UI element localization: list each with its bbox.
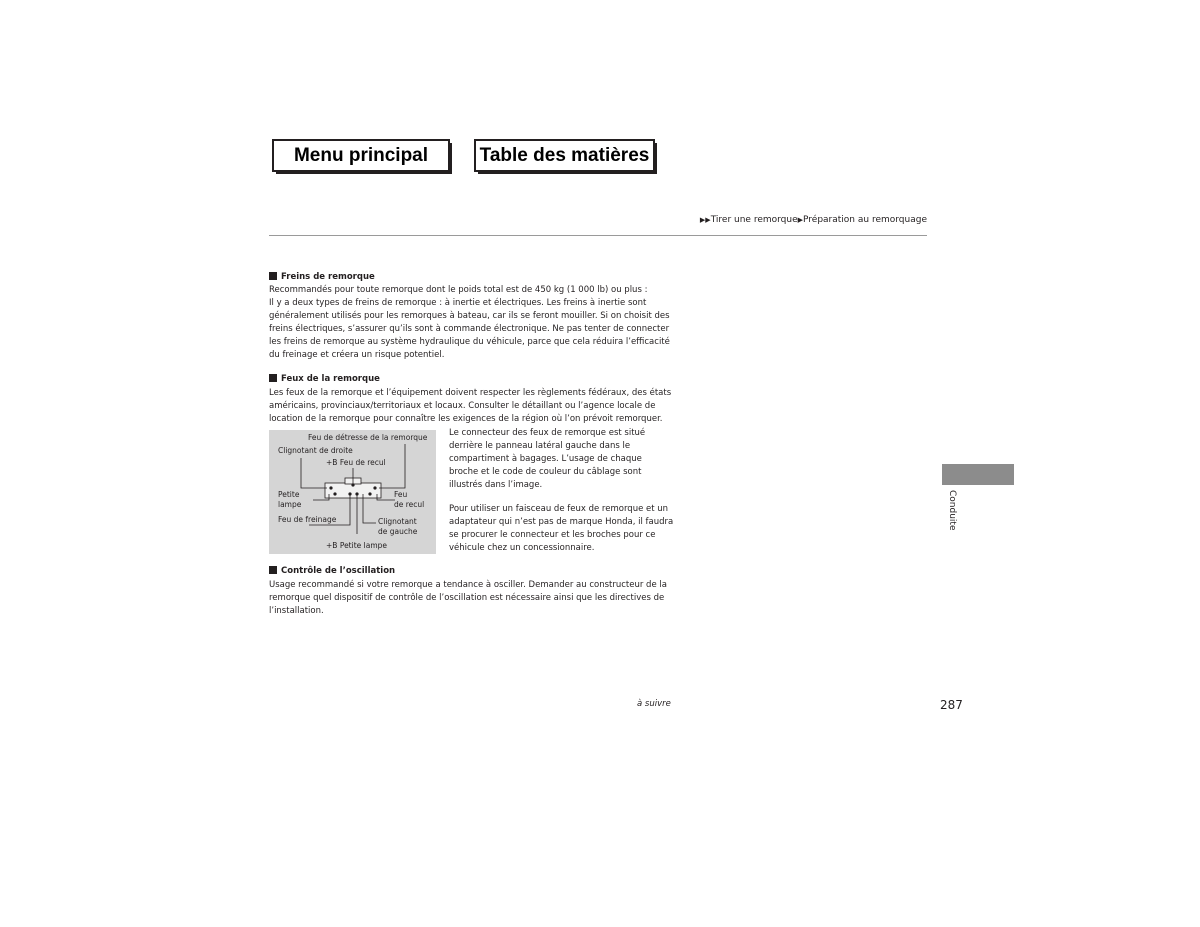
label-hazard: Feu de détresse de la remorque [308, 433, 428, 442]
chapter-label: Conduite [947, 490, 957, 531]
text-line: Les feux de la remorque et l’équipement doivent respecter les règlements fédéraux, des états [269, 388, 672, 398]
label-b-small: +B Petite lampe [326, 541, 388, 550]
header-divider [269, 235, 927, 236]
text-line: se procurer le connecteur et les broches pour ce [449, 530, 656, 541]
text-line: illustrés dans l’image. [449, 480, 543, 491]
lights-heading [269, 374, 380, 384]
square-bullet-icon [269, 566, 277, 574]
text-line: généralement utilisés pour les remorques à bateau, car ils se feront mouiller. Si on choisit des [269, 311, 670, 322]
text-line: Le connecteur des feux de remorque est situé [449, 428, 646, 438]
label-reverse: Feu de recul [394, 490, 425, 509]
label-right-turn: Clignotant de droite [278, 446, 353, 455]
brakes-heading [269, 272, 375, 282]
text-line: location de la remorque pour connaître les exigences de la région où l’on prévoit remorquer. [269, 414, 663, 425]
adapter-description [449, 503, 674, 555]
arrow-icon: ▶ [797, 216, 804, 224]
breadcrumb [700, 215, 927, 225]
sway-heading [269, 566, 395, 576]
label-left-turn: Clignotant de gauche [378, 517, 418, 536]
text-line: broche et le code de couleur du câblage sont [449, 467, 642, 478]
lights-title: Feux de la remorque [281, 374, 380, 384]
text-line: Il y a deux types de freins de remorque : à inertie et électriques. Les freins à inertie sont [269, 298, 647, 309]
label-brake: Feu de freinage [278, 515, 337, 524]
breadcrumb-section[interactable]: Tirer une remorque [710, 215, 798, 225]
chapter-tab[interactable] [942, 464, 1014, 485]
sway-title: Contrôle de l’oscillation [281, 566, 396, 576]
text-line: véhicule chez un concessionnaire. [449, 543, 595, 554]
text-line: Pour utiliser un faisceau de feux de remorque et un [449, 504, 669, 514]
square-bullet-icon [269, 272, 277, 280]
brakes-title: Freins de remorque [281, 272, 375, 282]
text-line: américains, provinciaux/territoriaux et locaux. Consulter le détaillant ou l’agence locale de [269, 401, 656, 412]
text-line: compartiment à bagages. L’usage de chaque [449, 454, 642, 465]
text-line: les freins de remorque au système hydraulique du véhicule, parce que cela réduira l’efficacité [269, 337, 670, 348]
double-arrow-icon: ▶▶ [699, 216, 711, 224]
text-line: Recommandés pour toute remorque dont le poids total est de 450 kg (1 000 lb) ou plus : [269, 285, 648, 295]
square-bullet-icon [269, 374, 277, 382]
label-small-lamp: Petite lampe [278, 490, 302, 509]
text-line: freins électriques, s’assurer qu’ils sont à commande électronique. Ne pas tenter de connecter [269, 324, 670, 335]
sway-paragraph [269, 579, 669, 618]
text-line: l’installation. [269, 606, 324, 617]
brakes-paragraph [269, 284, 669, 363]
breadcrumb-subsection: Préparation au remorquage [803, 215, 927, 225]
label-b-reverse: +B Feu de recul [326, 458, 386, 467]
lights-paragraph [269, 387, 672, 426]
connector-diagram [269, 430, 436, 554]
text-line: derrière le panneau latéral gauche dans le [449, 441, 631, 452]
page-number: 287 [940, 698, 963, 712]
text-line: remorque quel dispositif de contrôle de l’oscillation est nécessaire ainsi que les directives de [269, 593, 665, 604]
main-menu-button[interactable]: Menu principal [272, 139, 450, 172]
text-line: du freinage et créera un risque potentiel. [269, 350, 445, 361]
connector-description [449, 427, 674, 492]
text-line: Usage recommandé si votre remorque a tendance à osciller. Demander au constructeur de la [269, 580, 667, 590]
continue-note: à suivre [637, 699, 671, 709]
text-line: adaptateur qui n’est pas de marque Honda, il faudra [449, 517, 674, 528]
table-of-contents-button[interactable]: Table des matières [474, 139, 655, 172]
